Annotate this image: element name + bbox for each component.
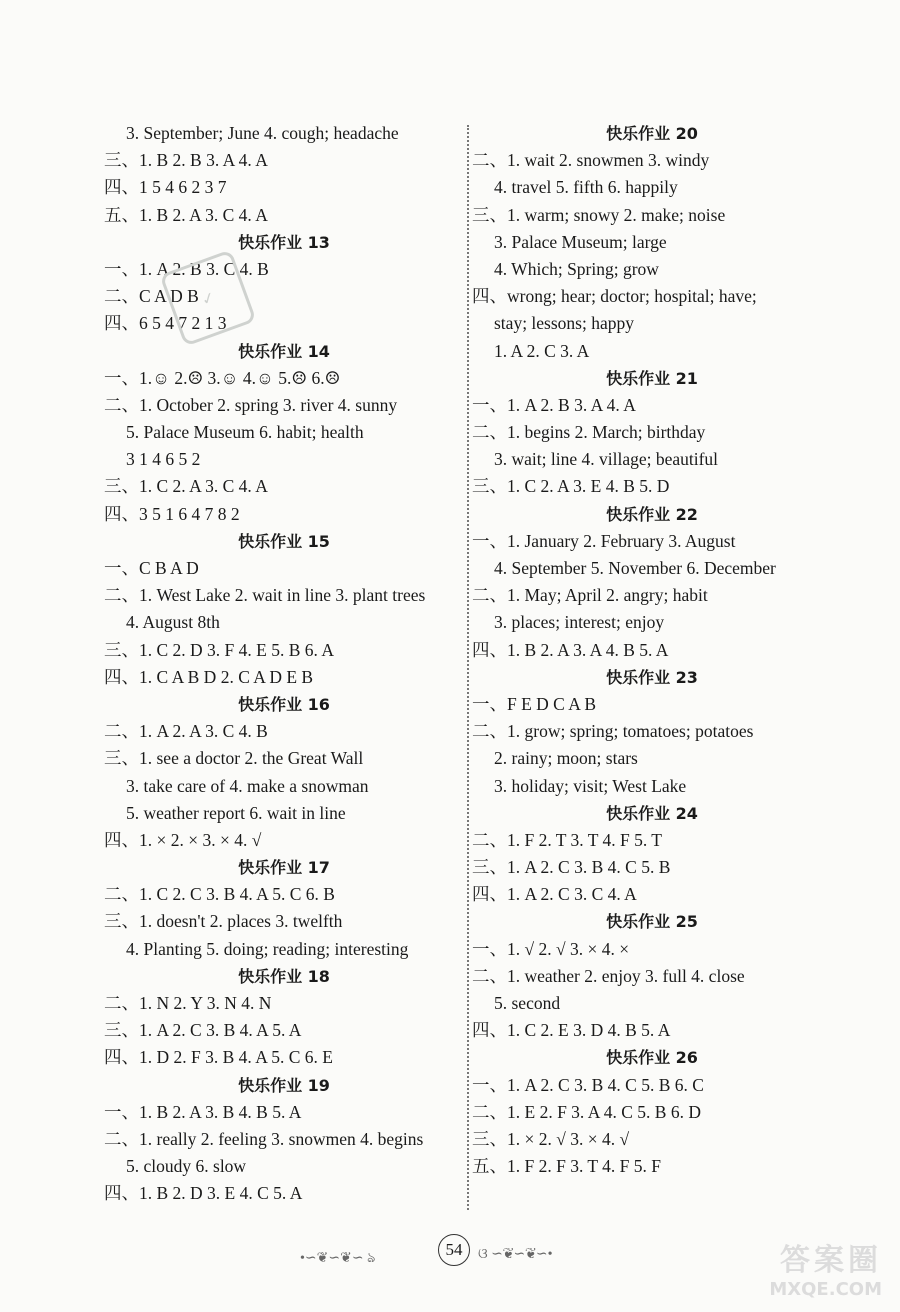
answer-line: 四、1. B 2. A 3. A 4. B 5. A — [472, 639, 669, 660]
answer-line: 4. travel 5. fifth 6. happily — [494, 177, 678, 198]
section-heading: 快乐作业 20 — [606, 124, 698, 143]
answer-line: 二、1. weather 2. enjoy 3. full 4. close — [472, 965, 745, 986]
answer-line: 五、1. F 2. F 3. T 4. F 5. F — [472, 1156, 661, 1177]
answer-line: 三、1. doesn't 2. places 3. twelfth — [104, 911, 343, 932]
answer-line: 二、C A D B — [104, 286, 199, 307]
answer-line: 一、F E D C A B — [472, 693, 596, 714]
answer-line: 二、1. May; April 2. angry; habit — [472, 585, 708, 606]
answer-line: 3. wait; line 4. village; beautiful — [494, 449, 719, 470]
watermark-logo-text: 答案圈 — [780, 1243, 882, 1278]
answer-line: 四、1. A 2. C 3. C 4. A — [472, 884, 637, 905]
answer-line: 二、1. E 2. F 3. A 4. C 5. B 6. D — [472, 1101, 701, 1122]
section-heading: 快乐作业 14 — [238, 341, 330, 361]
answer-line: 二、1. N 2. Y 3. N 4. N — [104, 993, 272, 1013]
answer-line: 三、1. C 2. A 3. E 4. B 5. D — [472, 476, 670, 497]
page-number: 54 — [438, 1234, 470, 1266]
answer-line: 四、1. D 2. F 3. B 4. A 5. C 6. E — [104, 1047, 333, 1068]
answer-line: 三、1. × 2. √ 3. × 4. √ — [472, 1128, 630, 1149]
section-heading: 快乐作业 13 — [238, 232, 330, 252]
answer-line: 三、1. B 2. B 3. A 4. A — [104, 150, 268, 171]
answer-line: 二、1. wait 2. snowmen 3. windy — [472, 150, 710, 171]
answer-line: 二、1. C 2. C 3. B 4. A 5. C 6. B — [104, 884, 335, 905]
answer-line: 一、1. January 2. February 3. August — [472, 530, 736, 551]
answer-line: 4. Planting 5. doing; reading; interesting — [126, 938, 409, 959]
answer-line: 三、1. A 2. C 3. B 4. A 5. A — [104, 1020, 302, 1041]
ornament-right-icon: ଓ ∽❦∽❦∽• — [478, 1247, 553, 1262]
section-heading: 快乐作业 21 — [606, 368, 698, 388]
answer-line: 一、1. A 2. C 3. B 4. C 5. B 6. C — [472, 1074, 704, 1095]
answer-line: 四、3 5 1 6 4 7 8 2 — [104, 503, 240, 524]
answer-line: 三、1. see a doctor 2. the Great Wall — [104, 748, 364, 769]
answer-line: 1. A 2. C 3. A — [494, 340, 590, 361]
answer-line: 一、1. B 2. A 3. B 4. B 5. A — [104, 1101, 302, 1122]
section-heading: 快乐作业 26 — [606, 1048, 698, 1068]
left-column — [104, 120, 464, 1208]
answer-line: 2. rainy; moon; stars — [494, 748, 638, 769]
answer-line: 二、1. really 2. feeling 3. snowmen 4. begins — [104, 1128, 424, 1149]
answer-line: 三、1. C 2. D 3. F 4. E 5. B 6. A — [104, 639, 334, 660]
answer-line: 3 1 4 6 5 2 — [126, 449, 201, 470]
page-footer — [300, 1228, 600, 1268]
answer-line: 5. Palace Museum 6. habit; health — [126, 422, 364, 443]
answer-line: 四、6 5 4 7 2 1 3 — [104, 313, 227, 334]
column-divider — [467, 125, 469, 1210]
answer-line: 一、1.☺ 2.☹ 3.☺ 4.☺ 5.☹ 6.☹ — [104, 367, 341, 388]
answer-line: 一、1. √ 2. √ 3. × 4. × — [472, 938, 630, 959]
answer-line: 3. take care of 4. make a snowman — [126, 775, 369, 796]
answer-line: 4. Which; Spring; grow — [494, 258, 659, 279]
watermark-url: MXQE.COM — [769, 1279, 882, 1300]
answer-line: 3. Palace Museum; large — [494, 231, 667, 252]
ornament-left-icon: •∽❦∽❦∽ ঌ — [300, 1251, 376, 1266]
section-heading: 快乐作业 17 — [238, 858, 330, 878]
answer-line: 5. weather report 6. wait in line — [126, 802, 346, 823]
answer-line: 5. cloudy 6. slow — [126, 1156, 247, 1177]
answer-line: 四、1 5 4 6 2 3 7 — [104, 177, 227, 198]
section-heading: 快乐作业 19 — [238, 1075, 330, 1095]
answer-line: 二、1. A 2. A 3. C 4. B — [104, 721, 268, 742]
faint-stamp-watermark: ✓ — [159, 249, 256, 346]
answer-line: 三、1. C 2. A 3. C 4. A — [104, 476, 268, 497]
section-heading: 快乐作业 25 — [606, 912, 698, 932]
answer-line: 4. September 5. November 6. December — [494, 558, 776, 578]
answer-line: 四、wrong; hear; doctor; hospital; have; — [472, 286, 757, 307]
answer-line: 3. September; June 4. cough; headache — [126, 123, 399, 143]
answer-line: 二、1. F 2. T 3. T 4. F 5. T — [472, 829, 662, 850]
section-heading: 快乐作业 23 — [606, 667, 698, 687]
right-column — [472, 120, 832, 1180]
answer-line: 一、C B A D — [104, 558, 199, 578]
answer-line: 二、1. grow; spring; tomatoes; potatoes — [472, 721, 754, 742]
answer-line: 四、1. C A B D 2. C A D E B — [104, 666, 314, 687]
section-heading: 快乐作业 15 — [238, 531, 330, 551]
answer-line: 二、1. October 2. spring 3. river 4. sunny — [104, 394, 398, 415]
answer-line: 四、1. × 2. × 3. × 4. √ — [104, 829, 262, 850]
section-heading: 快乐作业 24 — [606, 803, 698, 823]
answer-line: 五、1. B 2. A 3. C 4. A — [104, 204, 268, 225]
answer-line: 一、1. A 2. B 3. A 4. A — [472, 394, 636, 415]
answer-line: 四、1. B 2. D 3. E 4. C 5. A — [104, 1183, 303, 1204]
section-heading: 快乐作业 18 — [238, 966, 330, 986]
answer-line: 3. holiday; visit; West Lake — [494, 775, 687, 796]
answer-line: 一、1. A 2. B 3. C 4. B — [104, 258, 269, 279]
site-watermark — [769, 1235, 882, 1300]
answer-line: 三、1. warm; snowy 2. make; noise — [472, 204, 726, 225]
answer-line: 5. second — [494, 993, 561, 1013]
section-heading: 快乐作业 16 — [238, 694, 330, 714]
answer-line: 四、1. C 2. E 3. D 4. B 5. A — [472, 1020, 671, 1041]
section-heading: 快乐作业 22 — [606, 504, 698, 524]
answer-line: stay; lessons; happy — [494, 313, 634, 334]
answer-line: 4. August 8th — [126, 612, 220, 633]
answer-line: 二、1. West Lake 2. wait in line 3. plant trees — [104, 585, 426, 606]
answer-line: 3. places; interest; enjoy — [494, 612, 665, 633]
answer-line: 二、1. begins 2. March; birthday — [472, 422, 706, 443]
answer-line: 三、1. A 2. C 3. B 4. C 5. B — [472, 857, 671, 878]
